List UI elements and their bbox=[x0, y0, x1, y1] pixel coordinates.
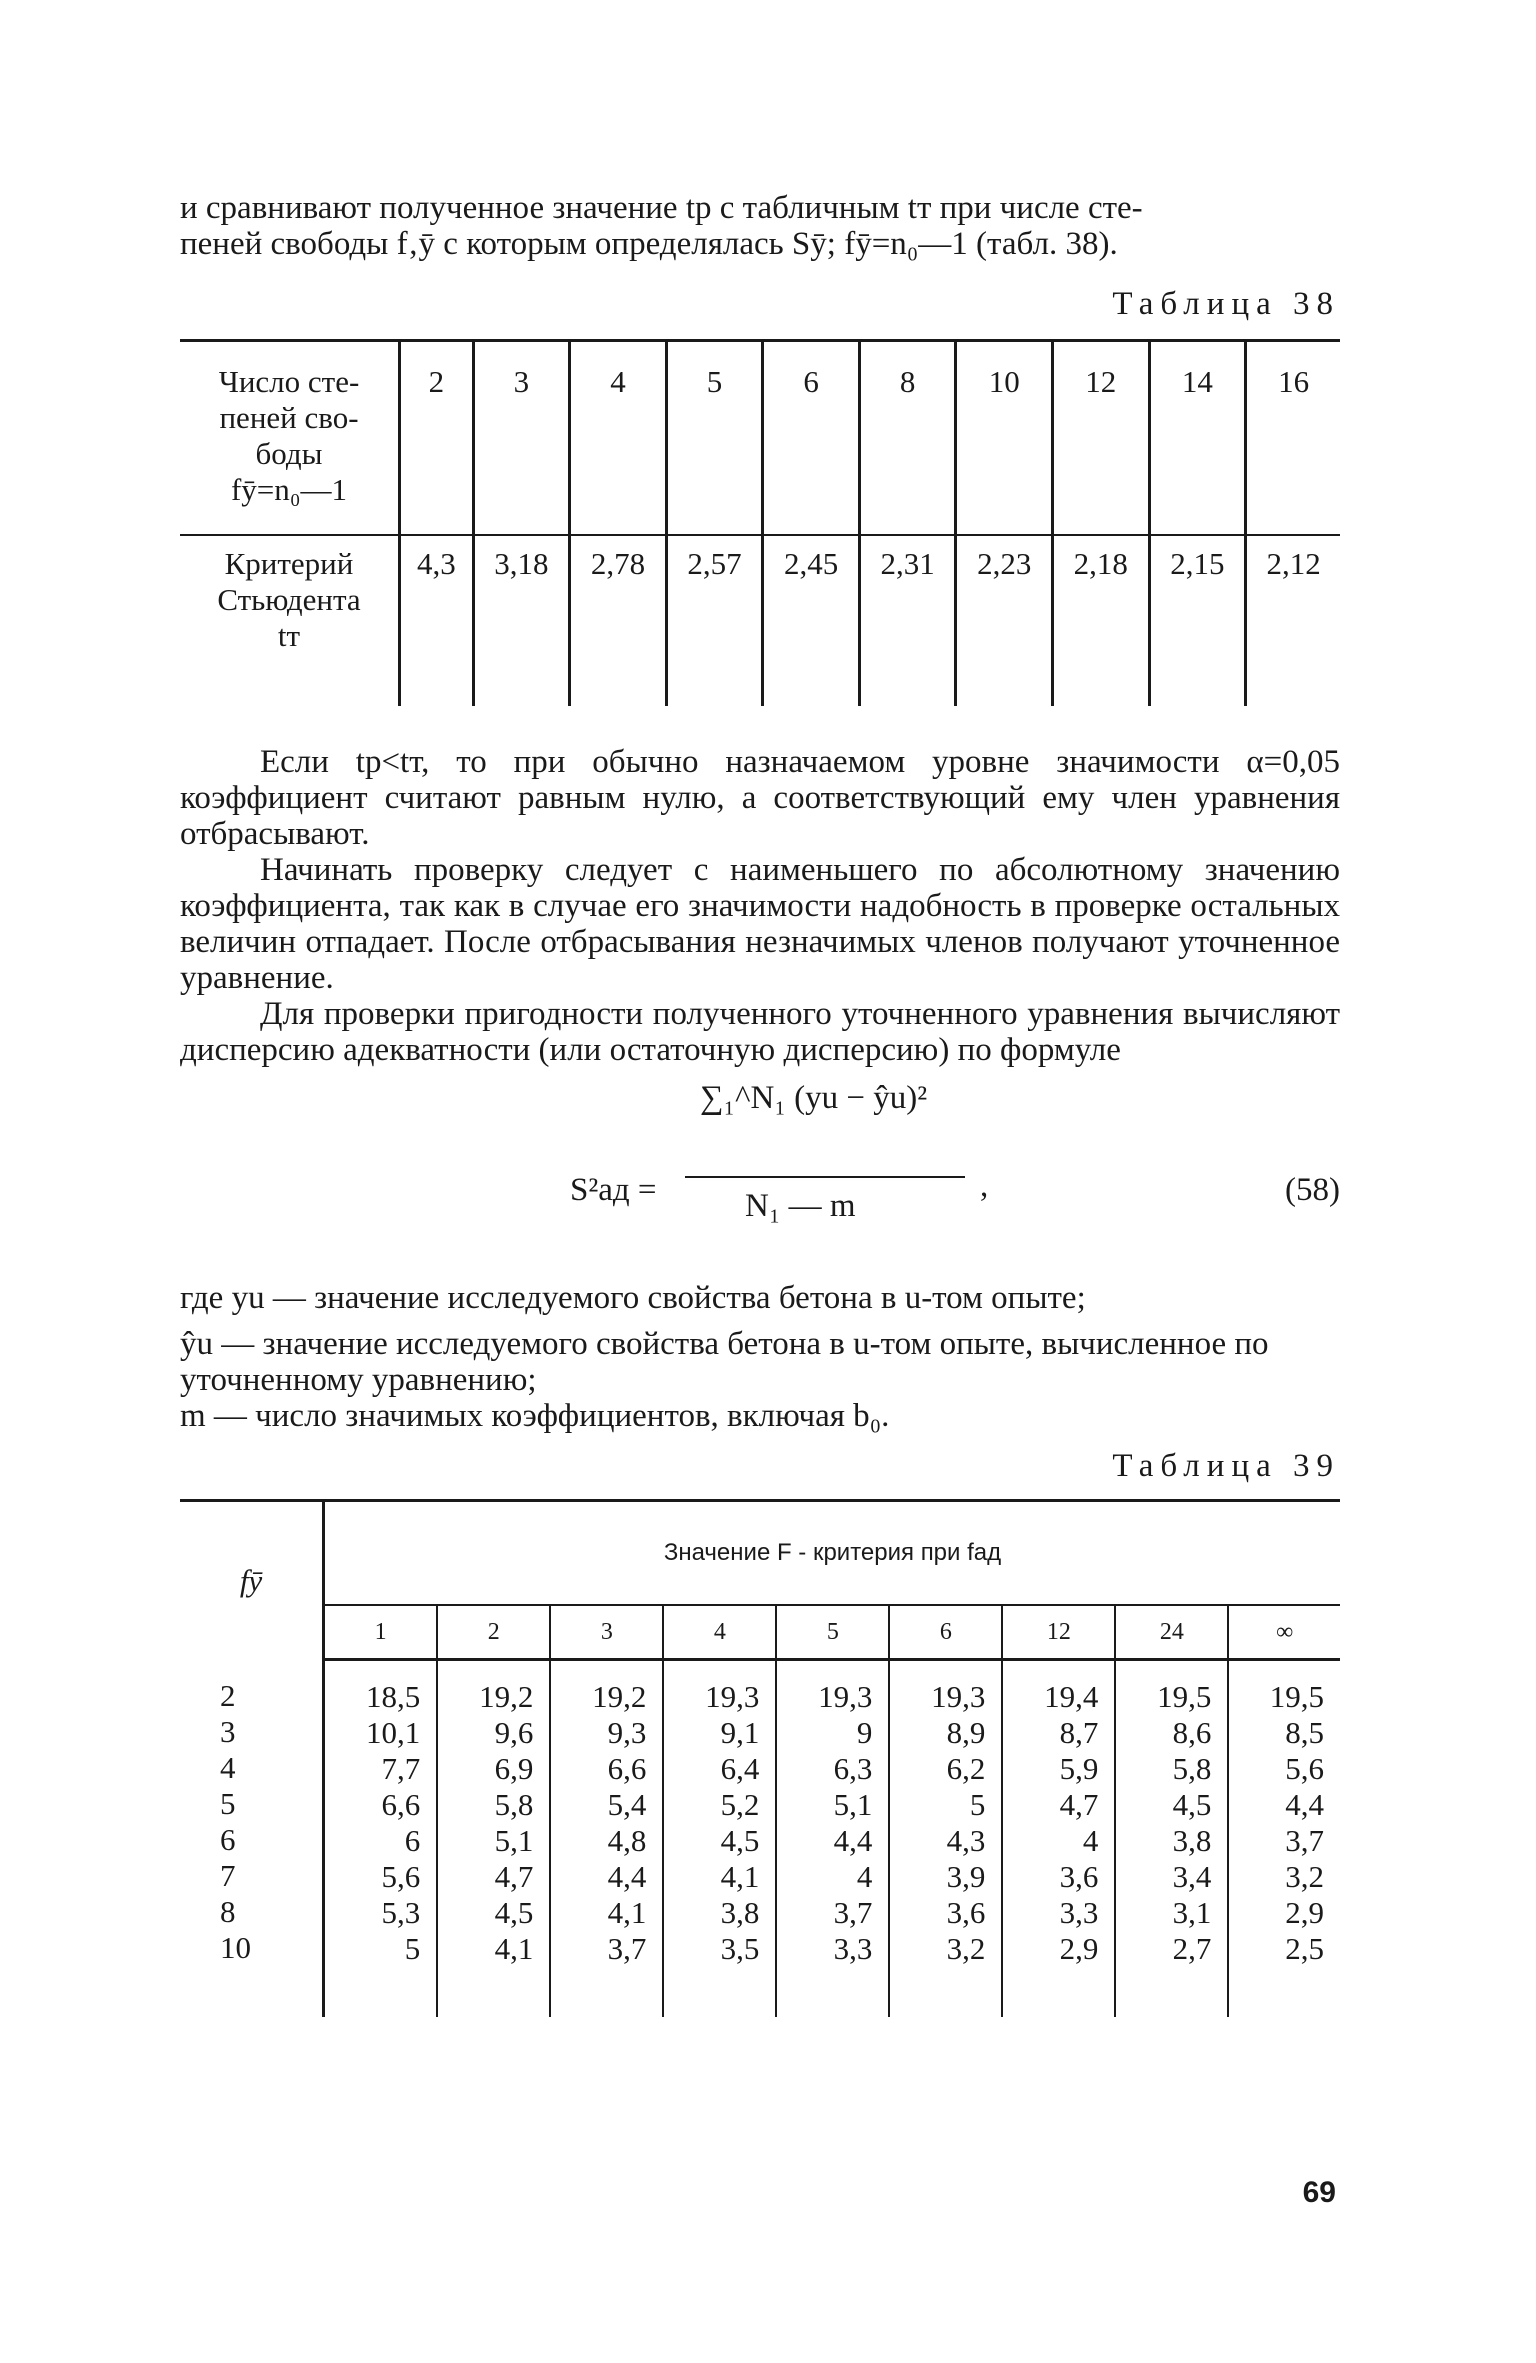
table39-subheader-cell: 1 bbox=[324, 1605, 438, 1660]
table38-cell: 2 bbox=[400, 341, 474, 536]
formula-denominator: N₁ — m bbox=[745, 1188, 856, 1224]
table39-column bbox=[889, 1660, 1002, 2018]
definitions bbox=[180, 1280, 1340, 1434]
formula-numerator: ∑₁^N₁ (yu − ŷu)² bbox=[700, 1080, 928, 1116]
table39-subheader-cell: 24 bbox=[1115, 1605, 1228, 1660]
table39-span-header: Значение F - критерия при fад bbox=[324, 1501, 1341, 1606]
table39-cell: 5,6 bbox=[381, 1859, 421, 1894]
paragraph-significance: Если tр<tт, то при обычно назначаемом уровне значимости α=0,05 коэффициент считают равным нулю, а соответствующий ему член уравнения отбрасывают. bbox=[180, 744, 1340, 852]
table39-cell: 3,3 bbox=[1059, 1895, 1099, 1930]
table39-cell: 4,5 bbox=[1172, 1787, 1212, 1822]
table38-row-student bbox=[180, 535, 1340, 706]
table39-column bbox=[324, 1660, 438, 2018]
table38-cell: 14 bbox=[1149, 341, 1246, 536]
table39-cell: 5,1 bbox=[833, 1787, 873, 1822]
table38-cell: 2,57 bbox=[666, 535, 763, 706]
f-criterion-table bbox=[180, 1499, 1340, 2017]
table39-cell: 5,3 bbox=[381, 1895, 421, 1930]
table38-cell: 2,78 bbox=[570, 535, 667, 706]
table38-cell: 2,23 bbox=[956, 535, 1053, 706]
table39-cell: 4,8 bbox=[607, 1823, 647, 1858]
paragraph-check-order: Начинать проверку следует с наименьшего по абсолютному значению коэффициента, так как в случае его значимости надобность в проверке остальных величин отпадает. После отбрасывания незначимых членов получают уточненное уравнение. bbox=[180, 852, 1340, 996]
intro-line-1: и сравнивают полученное значение tр с табличным tт при числе сте- bbox=[180, 190, 1143, 226]
table39-cell: 6,3 bbox=[833, 1751, 873, 1786]
intro-line-2: пеней свободы f‚ȳ с которым определялась Sȳ; fȳ=n₀—1 (табл. 38). bbox=[180, 226, 1118, 262]
page-body bbox=[180, 190, 1340, 2017]
table38-cell: 6 bbox=[763, 341, 860, 536]
table39-cell: 6 bbox=[404, 1823, 421, 1858]
table39-fy-value: 8 bbox=[220, 1893, 236, 1929]
definition-yu-hat: ŷu — значение исследуемого свойства бетона в u-том опыте, вычисленное по уточненному уравнению; bbox=[180, 1326, 1269, 1398]
table39-cell: 2,9 bbox=[1059, 1931, 1099, 1966]
table39-fy-value: 4 bbox=[220, 1749, 236, 1785]
table39-cell: 18,5 bbox=[366, 1679, 421, 1714]
table38-cell: 16 bbox=[1246, 341, 1340, 536]
table39-subheader-cell: 4 bbox=[663, 1605, 776, 1660]
table39-body bbox=[180, 1660, 1340, 2018]
table39-cell: 5 bbox=[969, 1787, 986, 1822]
definition-yu: где yu — значение исследуемого свойства бетона в u-том опыте; bbox=[180, 1280, 1086, 1316]
formula-lhs: S²ад = bbox=[570, 1172, 657, 1208]
table39-fy-value: 5 bbox=[220, 1785, 236, 1821]
table39-cell: 3,6 bbox=[946, 1895, 986, 1930]
table39-corner-label: fȳ bbox=[180, 1501, 324, 1660]
table39-fy-value: 2 bbox=[220, 1677, 236, 1713]
table38-cell: 2,18 bbox=[1053, 535, 1150, 706]
table39-cell: 5,2 bbox=[720, 1787, 760, 1822]
formula-comma: , bbox=[980, 1168, 989, 1204]
table39-cell: 3,6 bbox=[1059, 1859, 1099, 1894]
table39-cell: 3,7 bbox=[607, 1931, 647, 1966]
table39-cell: 19,2 bbox=[592, 1679, 647, 1714]
table38-cell: 10 bbox=[956, 341, 1053, 536]
formula-58 bbox=[180, 1080, 1340, 1280]
table39-cell: 4,5 bbox=[494, 1895, 534, 1930]
table38-cell: 4 bbox=[570, 341, 667, 536]
table39-cell: 4,4 bbox=[607, 1859, 647, 1894]
table39-cell: 10,1 bbox=[366, 1715, 421, 1750]
table39-subheader-cell: 5 bbox=[776, 1605, 889, 1660]
table39-cell: 6,9 bbox=[494, 1751, 534, 1786]
table39-subheader-cell: ∞ bbox=[1228, 1605, 1340, 1660]
equation-number: (58) bbox=[1285, 1172, 1340, 1208]
table39-fy-column bbox=[180, 1660, 324, 2018]
table39-cell: 9,3 bbox=[607, 1715, 647, 1750]
table39-cell: 6,2 bbox=[946, 1751, 986, 1786]
table39-cell: 19,3 bbox=[705, 1679, 760, 1714]
table39-cell: 3,8 bbox=[1172, 1823, 1212, 1858]
table39-cell: 4,1 bbox=[720, 1859, 760, 1894]
table39-cell: 4 bbox=[1082, 1823, 1099, 1858]
table39-cell: 4,7 bbox=[1059, 1787, 1099, 1822]
table39-column bbox=[1002, 1660, 1115, 2018]
table38-cell: 5 bbox=[666, 341, 763, 536]
table39-fy-value: 7 bbox=[220, 1857, 236, 1893]
table39-cell: 4,1 bbox=[607, 1895, 647, 1930]
table38-row1-label: Число сте- пеней сво- боды fȳ=n₀—1 bbox=[180, 341, 400, 536]
table39-cell: 9,6 bbox=[494, 1715, 534, 1750]
table39-cell: 5,6 bbox=[1285, 1751, 1324, 1786]
table38-row2-label: Критерий Стьюдента tт bbox=[180, 535, 400, 706]
table39-cell: 3,7 bbox=[833, 1895, 873, 1930]
table38-cell: 2,31 bbox=[859, 535, 956, 706]
table38-caption: Таблица 38 bbox=[1112, 286, 1340, 322]
table39-cell: 4,4 bbox=[833, 1823, 873, 1858]
table39-column bbox=[776, 1660, 889, 2018]
table38-cell: 2,45 bbox=[763, 535, 860, 706]
table39-column bbox=[437, 1660, 550, 2018]
table39-cell: 19,3 bbox=[931, 1679, 986, 1714]
table39-cell: 3,9 bbox=[946, 1859, 986, 1894]
table39-cell: 3,8 bbox=[720, 1895, 760, 1930]
table38-cell: 12 bbox=[1053, 341, 1150, 536]
table39-cell: 3,7 bbox=[1285, 1823, 1324, 1858]
table39-cell: 4,4 bbox=[1285, 1787, 1324, 1822]
table39-subheader-cell: 12 bbox=[1002, 1605, 1115, 1660]
table39-cell: 6,6 bbox=[381, 1787, 421, 1822]
table39-cell: 3,4 bbox=[1172, 1859, 1212, 1894]
table38-row-degrees bbox=[180, 341, 1340, 536]
table39-fy-value: 6 bbox=[220, 1821, 236, 1857]
table39-cell: 3,3 bbox=[833, 1931, 873, 1966]
table39-cell: 19,3 bbox=[818, 1679, 873, 1714]
table38-cell: 3,18 bbox=[473, 535, 570, 706]
table39-cell: 4,3 bbox=[946, 1823, 986, 1858]
table39-cell: 3,2 bbox=[1285, 1859, 1324, 1894]
table39-header bbox=[180, 1501, 1340, 1606]
table39-cell: 3,5 bbox=[720, 1931, 760, 1966]
page-number: 69 bbox=[1302, 2176, 1336, 2209]
table39-caption: Таблица 39 bbox=[1112, 1448, 1340, 1484]
table39-column bbox=[550, 1660, 663, 2018]
table39-subheader bbox=[180, 1605, 1340, 1660]
definition-m: m — число значимых коэффициентов, включая b₀. bbox=[180, 1398, 890, 1434]
paragraph-adequacy: Для проверки пригодности полученного уточненного уравнения вычисляют дисперсию адекватности (или остаточную дисперсию) по формуле bbox=[180, 996, 1340, 1068]
table39-cell: 4,5 bbox=[720, 1823, 760, 1858]
table39-cell: 2,7 bbox=[1172, 1931, 1212, 1966]
table39-cell: 7,7 bbox=[381, 1751, 421, 1786]
table39-cell: 5,9 bbox=[1059, 1751, 1099, 1786]
table39-cell: 6,4 bbox=[720, 1751, 760, 1786]
table39-cell: 4 bbox=[856, 1859, 873, 1894]
table39-cell: 8,5 bbox=[1285, 1715, 1324, 1750]
table39-cell: 19,2 bbox=[479, 1679, 534, 1714]
table39-cell: 8,9 bbox=[946, 1715, 986, 1750]
table39-cell: 5 bbox=[404, 1931, 421, 1966]
table38-cell: 4,3 bbox=[400, 535, 474, 706]
table39-cell: 4,7 bbox=[494, 1859, 534, 1894]
table39-cell: 5,4 bbox=[607, 1787, 647, 1822]
table39-cell: 19,5 bbox=[1269, 1679, 1324, 1714]
table39-column bbox=[663, 1660, 776, 2018]
table39-cell: 19,5 bbox=[1157, 1679, 1212, 1714]
fraction-bar bbox=[685, 1176, 965, 1178]
table39-fy-value: 3 bbox=[220, 1713, 236, 1749]
table39-cell: 8,7 bbox=[1059, 1715, 1099, 1750]
table39-cell: 5,1 bbox=[494, 1823, 534, 1858]
table38-cell: 8 bbox=[859, 341, 956, 536]
table39-cell: 3,1 bbox=[1172, 1895, 1212, 1930]
table39-cell: 5,8 bbox=[1172, 1751, 1212, 1786]
table39-column bbox=[1115, 1660, 1228, 2018]
table39-cell: 4,1 bbox=[494, 1931, 534, 1966]
table39-subheader-cell: 3 bbox=[550, 1605, 663, 1660]
table39-fy-value: 10 bbox=[220, 1929, 251, 1965]
table39-cell: 2,9 bbox=[1285, 1895, 1324, 1930]
table39-cell: 9 bbox=[856, 1715, 873, 1750]
table39-cell: 2,5 bbox=[1285, 1931, 1324, 1966]
table38-cell: 3 bbox=[473, 341, 570, 536]
table39-cell: 8,6 bbox=[1172, 1715, 1212, 1750]
student-criterion-table bbox=[180, 339, 1340, 706]
table39-subheader-cell: 2 bbox=[437, 1605, 550, 1660]
table39-cell: 19,4 bbox=[1044, 1679, 1099, 1714]
table39-subheader-cell: 6 bbox=[889, 1605, 1002, 1660]
table38-cell: 2,12 bbox=[1246, 535, 1340, 706]
table39-cell: 3,2 bbox=[946, 1931, 986, 1966]
table39-cell: 9,1 bbox=[720, 1715, 760, 1750]
table39-cell: 6,6 bbox=[607, 1751, 647, 1786]
table39-column bbox=[1228, 1660, 1340, 2018]
table38-cell: 2,15 bbox=[1149, 535, 1246, 706]
table39-cell: 5,8 bbox=[494, 1787, 534, 1822]
